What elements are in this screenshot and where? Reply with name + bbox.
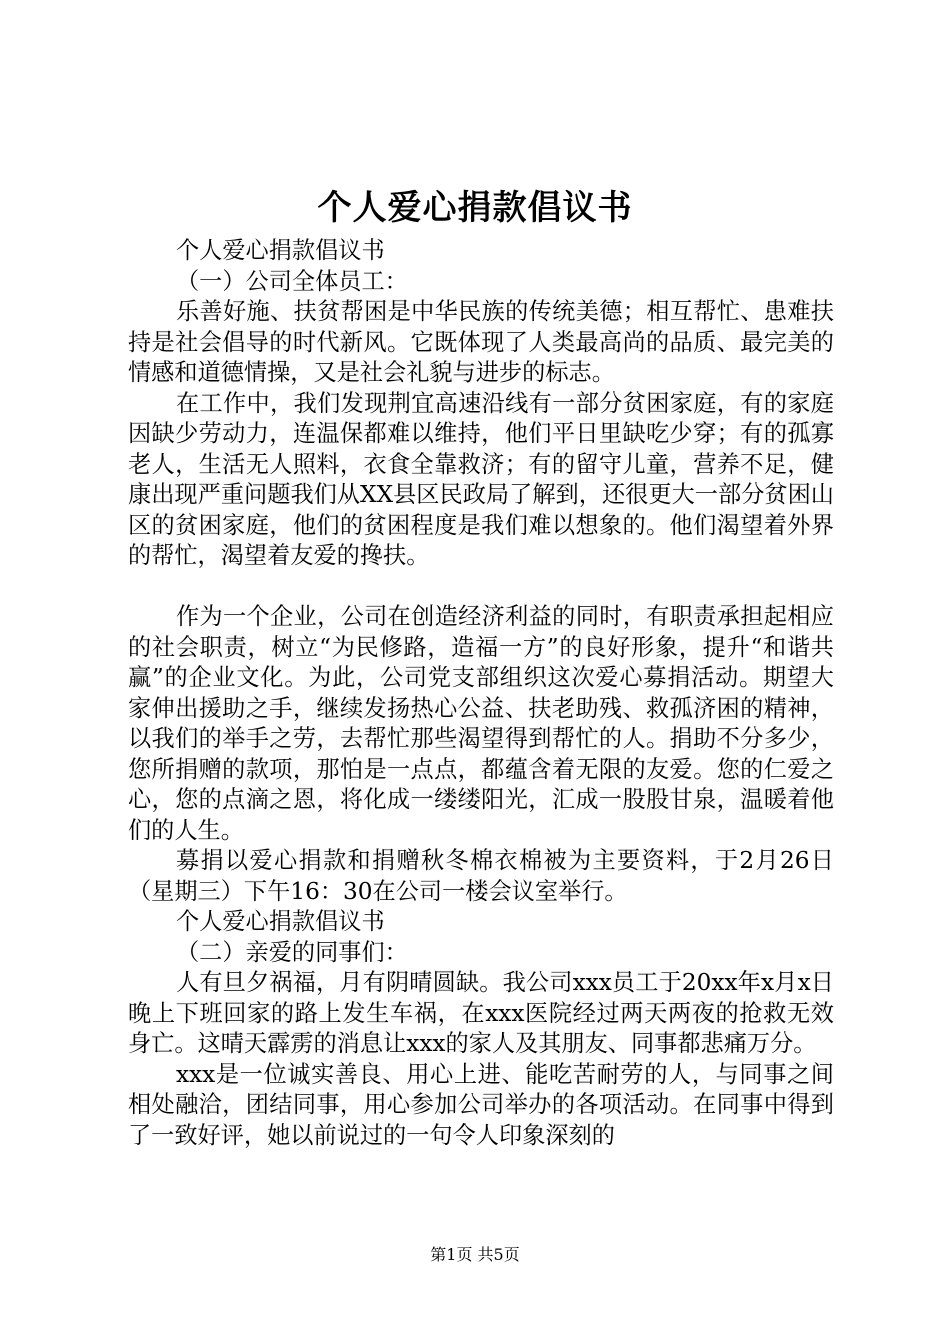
section-heading: 个人爱心捐款倡议书 [176,908,385,935]
paragraph: 募捐以爱心捐款和捐赠秋冬棉衣棉被为主要资料，于2月26日（星期三）下午16：30在公司一楼会议室举行。 [128,847,834,905]
paragraph-gap [128,572,834,603]
paragraph: 乐善好施、扶贫帮困是中华民族的传统美德；相互帮忙、患难扶持是社会倡导的时代新风。它既体现了人类最高尚的品质、最完美的情感和道德情操，又是社会礼貌与进步的标志。 [128,298,834,386]
section-heading: 个人爱心捐款倡议书 [176,237,385,264]
paragraph: xxx是一位诚实善良、用心上进、能吃苦耐劳的人，与同事之间相处融洽，团结同事，用心参加公司举办的各项活动。在同事中得到了一致好评，她以前说过的一句令人印象深刻的 [128,1060,834,1149]
document-body [128,236,834,1151]
paragraph: 作为一个企业，公司在创造经济利益的同时，有职责承担起相应的社会职责，树立“为民修路，造福一方”的良好形象，提升“和谐共赢”的企业文化。为此，公司党支部组织这次爱心募捐活动。期望大家伸出援助之手，继续发扬热心公益、扶老助残、救孤济困的精神，以我们的举手之劳，去帮忙那些渴望得到帮忙的人。捐助不分多少，您所捐赠的款项，那怕是一点点，都蕴含着无限的友爱。您的仁爱之心，您的点滴之恩，将化成一缕缕阳光，汇成一股股甘泉，温暖着他们的人生。 [128,603,834,844]
document-title: 个人爱心捐款倡议书 [317,188,633,228]
salutation: （一）公司全体员工： [176,267,408,295]
salutation: （二）亲爱的同事们： [176,938,408,966]
page-number-footer: 第1页 共5页 [430,1245,520,1264]
paragraph: 人有旦夕祸福，月有阴晴圆缺。我公司xxx员工于20xx年x月x日晚上下班回家的路上发生车祸，在xxx医院经过两天两夜的抢救无效身亡。这晴天霹雳的消息让xxx的家人及其朋友、同事都悲痛万分。 [128,969,834,1057]
paragraph: 在工作中，我们发现荆宜高速沿线有一部分贫困家庭，有的家庭因缺少劳动力，连温保都难以维持，他们平日里缺吃少穿；有的孤寡老人，生活无人照料，衣食全靠救济；有的留守儿童，营养不足，健康出现严重问题我们从XX县区民政局了解到，还很更大一部分贫困山区的贫困家庭，他们的贫困程度是我们难以想象的。他们渴望着外界的帮忙，渴望着友爱的搀扶。 [128,389,834,569]
